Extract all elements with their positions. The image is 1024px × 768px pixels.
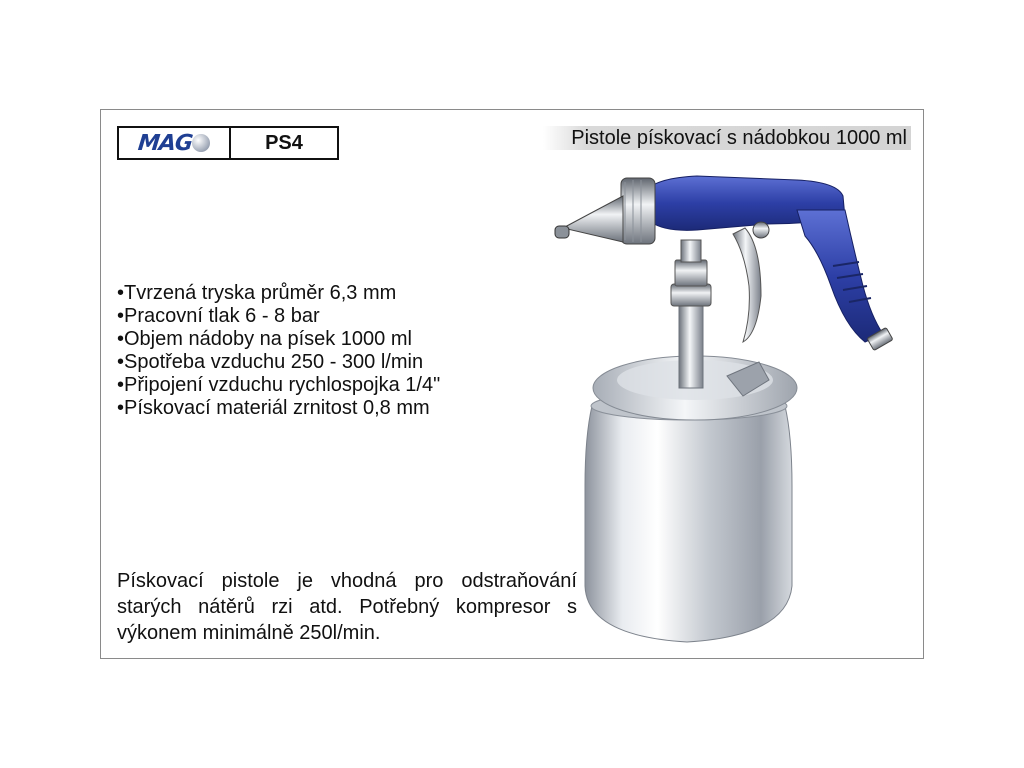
feature-item: •Spotřeba vzduchu 250 - 300 l/min	[117, 351, 424, 373]
product-title: Pistole pískovací s nádobkou 1000 ml	[543, 126, 911, 150]
feature-list	[117, 282, 440, 420]
feature-item: •Připojení vzduchu rychlospojka 1/4"	[117, 374, 441, 396]
product-card	[100, 109, 924, 659]
feature-item: •Tvrzená tryska průměr 6,3 mm	[117, 282, 397, 304]
feature-item: •Pískovací materiál zrnitost 0,8 mm	[117, 397, 430, 419]
brand-box	[117, 126, 339, 160]
logo-text: MAG	[136, 130, 193, 156]
brand-logo	[119, 128, 231, 158]
logo-ball-icon	[192, 134, 210, 152]
feature-item: •Pracovní tlak 6 - 8 bar	[117, 305, 320, 327]
product-description: Pískovací pistole je vhodná pro odstraňování starých nátěrů rzi atd. Potřebný kompresor s výkonem minimálně 250l/min.	[117, 570, 577, 644]
product-code: PS4	[265, 131, 303, 154]
feature-item: •Objem nádoby na písek 1000 ml	[117, 328, 412, 350]
sandblasting-gun-image	[547, 166, 917, 654]
